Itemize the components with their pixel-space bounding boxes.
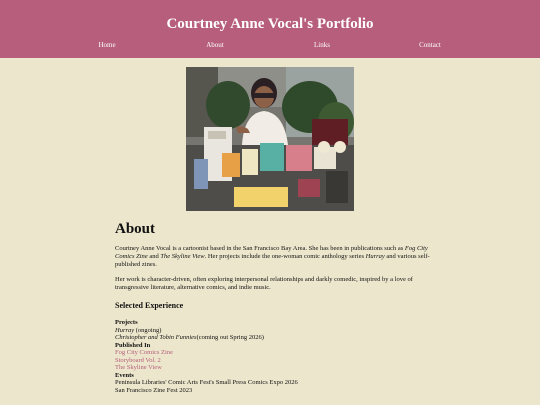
events-label: Events — [115, 371, 134, 379]
nav-about-link[interactable]: About — [206, 41, 224, 49]
site-header — [0, 0, 540, 58]
project-item — [115, 327, 430, 335]
published-link-storyboard[interactable]: Storyboard Vol. 2 — [115, 356, 161, 364]
event-item: Peninsula Libraries' Comic Arts Fest's Small Press Comics Expo 2026 — [115, 379, 298, 386]
project-title: Hurray — [115, 326, 135, 334]
about-p1-text-b: and — [147, 253, 161, 260]
about-paragraph-2: Her work is character-driven, often exploring interpersonal relationships and darkly comedic, inspired by a love of transgressive literature, alternative comics, and indie music. — [115, 276, 413, 291]
about-p1-text-c: . Her projects include the one-woman comic anthology series — [204, 253, 366, 260]
published-label: Published In — [115, 341, 151, 349]
nav-links-link[interactable]: Links — [314, 41, 330, 49]
artist-table-photo — [186, 67, 354, 211]
project-title: Christopher and Tobin Funnies — [115, 334, 197, 341]
publication-fog-city-mention: Fog City Comics Zine — [115, 245, 428, 260]
photo-illustration — [186, 67, 354, 211]
project-hurray-mention: Hurray — [365, 253, 385, 260]
about-p1-text-a: Courtney Anne Vocal is a cartoonist based in the San Francisco Bay Area. She has been in publications such as — [115, 245, 405, 252]
about-paragraph-1 — [115, 245, 430, 269]
project-note: (coming out Spring 2026) — [196, 334, 264, 341]
about-section — [115, 220, 430, 394]
about-heading: About — [115, 221, 156, 237]
project-note: (ongoing) — [134, 326, 162, 334]
projects-label: Projects — [115, 319, 138, 326]
nav-home-link[interactable]: Home — [98, 41, 116, 49]
publication-skyline-mention: The Skyline View — [160, 253, 205, 260]
experience-list — [115, 319, 430, 394]
published-link-fog-city[interactable]: Fog City Comics Zine — [115, 349, 173, 356]
about-p1-text-d: and various self-published zines. — [115, 253, 430, 268]
project-item — [115, 334, 430, 342]
event-item: San Francisco Zine Fest 2023 — [115, 386, 193, 394]
nav-contact-link[interactable]: Contact — [419, 41, 441, 49]
site-title: Courtney Anne Vocal's Portfolio — [166, 16, 374, 32]
experience-heading: Selected Experience — [115, 301, 184, 310]
published-link-skyline[interactable]: The Skyline View — [115, 364, 162, 371]
